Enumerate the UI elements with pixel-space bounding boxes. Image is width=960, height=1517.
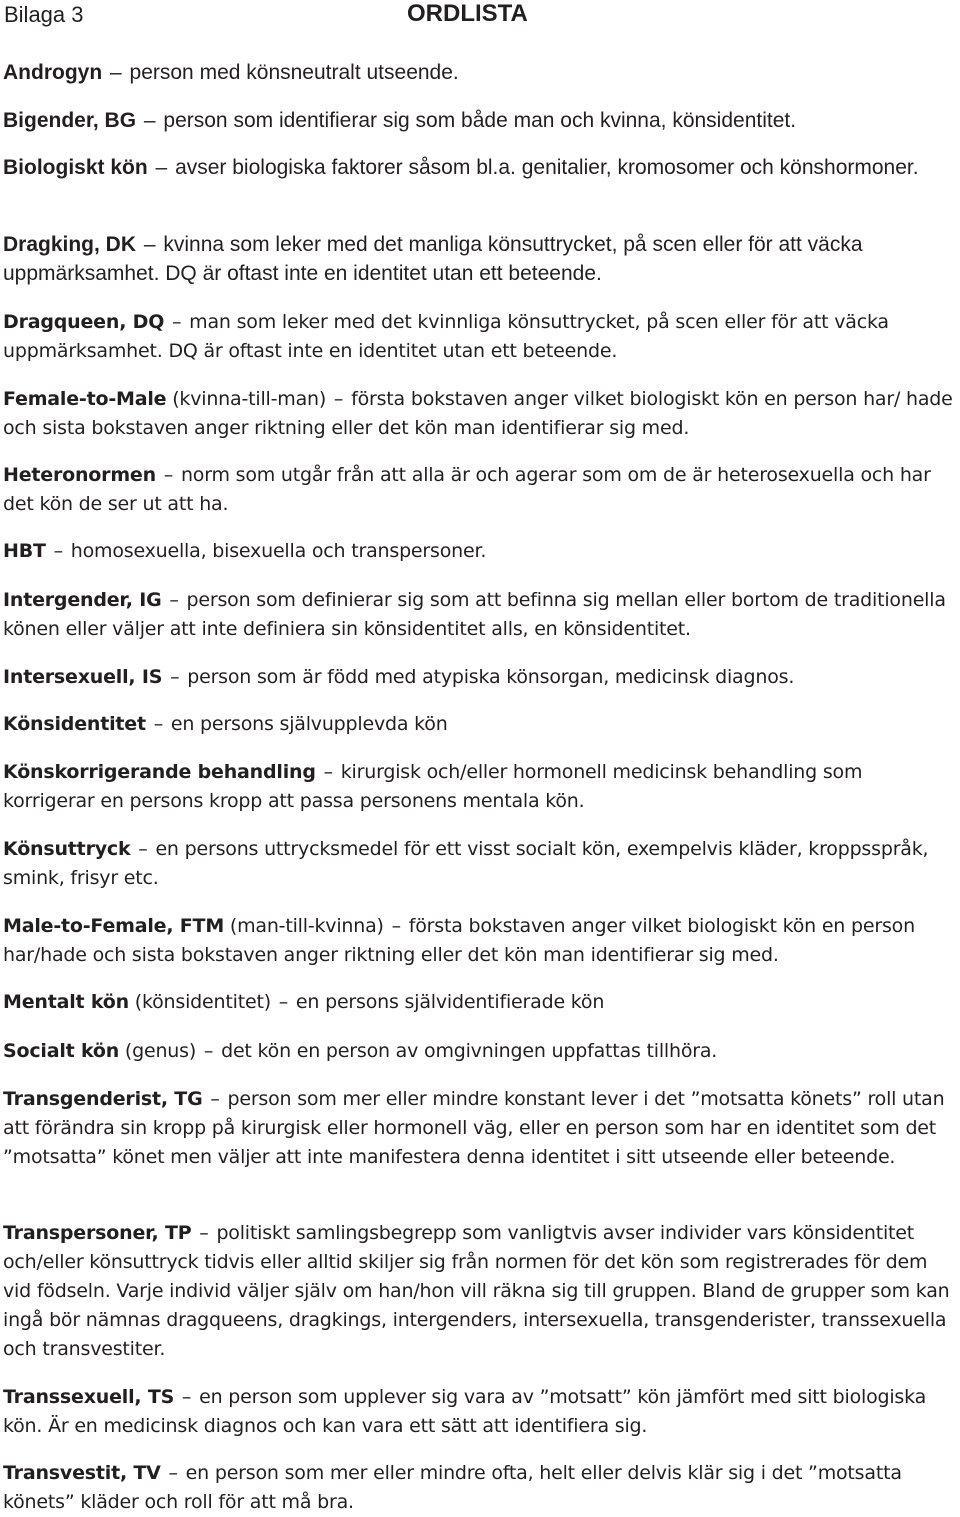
- page-header: [0, 0, 960, 30]
- glossary-entry-transvestit: [3, 1459, 958, 1517]
- entry-note: (genus): [124, 1040, 197, 1062]
- entry-dash: –: [181, 1386, 192, 1408]
- entry-dash: –: [333, 388, 344, 410]
- glossary-entry-heteronormen: [3, 461, 958, 519]
- entry-term: HBT: [3, 540, 46, 562]
- entry-dash: –: [153, 713, 164, 735]
- entry-definition: homosexuella, bisexuella och transpersoner.: [70, 540, 487, 562]
- glossary-entry-socialt-kon: [3, 1037, 958, 1066]
- entry-dash: –: [53, 540, 63, 562]
- entry-definition: avser biologiska faktorer såsom bl.a. genitalier, kromosomer och könshormoner.: [175, 156, 919, 179]
- entry-term: Könsuttryck: [3, 838, 131, 860]
- entry-note: (man-till-kvinna): [229, 915, 384, 937]
- glossary-entry-bigender: [3, 106, 958, 135]
- entry-definition: person som identifierar sig som både man och kvinna, könsidentitet.: [163, 109, 797, 132]
- appendix-label: Bilaga 3: [4, 2, 84, 27]
- entry-dash: –: [199, 1222, 209, 1244]
- glossary-entry-transgenderist: [3, 1085, 958, 1172]
- glossary-entry-transpersoner: [3, 1219, 958, 1364]
- entry-term: Transsexuell, TS: [3, 1386, 175, 1408]
- entry-term: Biologiskt kön: [3, 156, 148, 179]
- entry-dash: –: [143, 233, 156, 256]
- entry-dash: –: [391, 915, 401, 937]
- entry-term: Heteronormen: [3, 464, 156, 486]
- entry-term: Intersexuell, IS: [3, 666, 163, 688]
- entry-dash: –: [203, 1040, 214, 1062]
- entry-term: Dragking, DK: [3, 233, 137, 256]
- entry-definition: man som leker med det kvinnliga könsuttrycket, på scen eller för att väcka uppmärksamhet. DQ är oftast inte en identitet utan ett beteende.: [3, 311, 889, 362]
- entry-definition: person med könsneutralt utseende.: [129, 61, 459, 84]
- entry-definition: en person som upplever sig vara av ”motsatt” kön jämfört med sitt biologiska kön. Är en medicinsk diagnos och kan vara ett sätt att identifiera sig.: [3, 1386, 927, 1437]
- entry-term: Male-to-Female, FTM: [3, 915, 225, 937]
- entry-dash: –: [170, 666, 180, 688]
- entry-dash: –: [155, 156, 168, 179]
- entry-definition: person som är född med atypiska könsorgan, medicinsk diagnos.: [187, 666, 795, 688]
- glossary-entry-female-to-male: [3, 385, 958, 443]
- entry-definition: person som definierar sig som att befinna sig mellan eller bortom de traditionella könen eller väljer att inte definiera sin könsidentitet alls, en könsidentitet.: [3, 589, 946, 640]
- entry-term: Könsidentitet: [3, 713, 146, 735]
- entry-term: Androgyn: [3, 61, 103, 84]
- entry-definition: första bokstaven anger vilket biologiskt kön en person har/hade och sista bokstaven anger riktning eller det kön man identifierar sig med.: [3, 915, 915, 966]
- entry-term: Bigender, BG: [3, 109, 137, 132]
- entry-definition: person som mer eller mindre konstant lever i det ”motsatta könets” roll utan att förändra sin kropp på kirurgisk eller hormonell väg, eller en person som har en identitet som det ”motsatta” könet men väljer att inte manifestera denna identitet i sitt utseende eller beteende.: [3, 1088, 945, 1168]
- entry-definition: en persons uttrycksmedel för ett visst socialt kön, exempelvis kläder, kroppsspråk, smink, frisyr etc.: [3, 838, 929, 889]
- entry-dash: –: [323, 761, 333, 783]
- entry-definition: kvinna som leker med det manliga könsuttrycket, på scen eller för att väcka uppmärksamhet. DQ är oftast inte en identitet utan ett beteende.: [3, 233, 863, 285]
- entry-definition: en person som mer eller mindre ofta, helt eller delvis klär sig i det ”motsatta könets” kläder och roll för att må bra.: [3, 1462, 902, 1513]
- entry-term: Socialt kön: [3, 1040, 120, 1062]
- entry-term: Transvestit, TV: [3, 1462, 161, 1484]
- entry-dash: –: [169, 589, 179, 611]
- glossary-entry-intersexuell: [3, 663, 958, 692]
- entry-term: Transgenderist, TG: [3, 1088, 203, 1110]
- entry-definition: norm som utgår från att alla är och agerar som om de är heterosexuella och har det kön de ser ut att ha.: [3, 464, 931, 515]
- entry-definition: en persons självupplevda kön: [170, 713, 448, 735]
- glossary-entry-androgyn: [3, 58, 958, 87]
- glossary-entry-dragking: [3, 230, 958, 288]
- glossary-entry-male-to-female: [3, 912, 958, 970]
- glossary-entry-konsidentitet: [3, 710, 958, 739]
- entry-term: Transpersoner, TP: [3, 1222, 192, 1244]
- entry-term: Intergender, IG: [3, 589, 162, 611]
- entry-note: (kvinna-till-man): [172, 388, 327, 410]
- entry-note: (könsidentitet): [134, 991, 271, 1013]
- entry-dash: –: [168, 1462, 178, 1484]
- glossary-entry-mentalt-kon: [3, 988, 958, 1017]
- entry-term: Könskorrigerande behandling: [3, 761, 316, 783]
- page-title: ORDLISTA: [407, 0, 528, 27]
- glossary-entry-hbt: [3, 537, 958, 566]
- entry-term: Dragqueen, DQ: [3, 311, 165, 333]
- glossary-entry-intergender: [3, 586, 958, 644]
- entry-dash: –: [172, 311, 182, 333]
- entry-definition: en persons självidentifierade kön: [295, 991, 605, 1013]
- entry-definition: kirurgisk och/eller hormonell medicinsk behandling som korrigerar en persons kropp att passa personens mentala kön.: [3, 761, 863, 812]
- entry-dash: –: [110, 61, 122, 84]
- glossary-entry-transsexuell: [3, 1383, 958, 1441]
- entry-definition: det kön en person av omgivningen uppfattas tillhöra.: [221, 1040, 718, 1062]
- entry-definition: politiskt samlingsbegrepp som vanligtvis avser individer vars könsidentitet och/eller könsuttryck tidvis eller alltid skiljer sig från normen för det kön som registrerades för dem vid födseln. Varje individ väljer själv om han/hon vill räkna sig till gruppen. Bland de grupper som kan ingå bör nämnas dragqueens, dragkings, intergenders, intersexuella, transgenderister, transsexuella och transvestiter.: [3, 1222, 950, 1360]
- entry-term: Mentalt kön: [3, 991, 129, 1013]
- entry-term: Female-to-Male: [3, 388, 167, 410]
- entry-definition: första bokstaven anger vilket biologiskt kön en person har/ hade och sista bokstaven anger riktning eller det kön man identifierar sig med.: [3, 388, 953, 439]
- glossary-entry-biologiskt-kon: [3, 153, 958, 182]
- glossary-entry-konskorrigerande-behandling: [3, 758, 958, 816]
- entry-dash: –: [278, 991, 289, 1013]
- entry-dash: –: [210, 1088, 220, 1110]
- entry-dash: –: [163, 464, 174, 486]
- entry-dash: –: [138, 838, 148, 860]
- glossary-entry-dragqueen: [3, 308, 958, 366]
- entry-dash: –: [143, 109, 156, 132]
- glossary-entry-konsuttryck: [3, 835, 958, 893]
